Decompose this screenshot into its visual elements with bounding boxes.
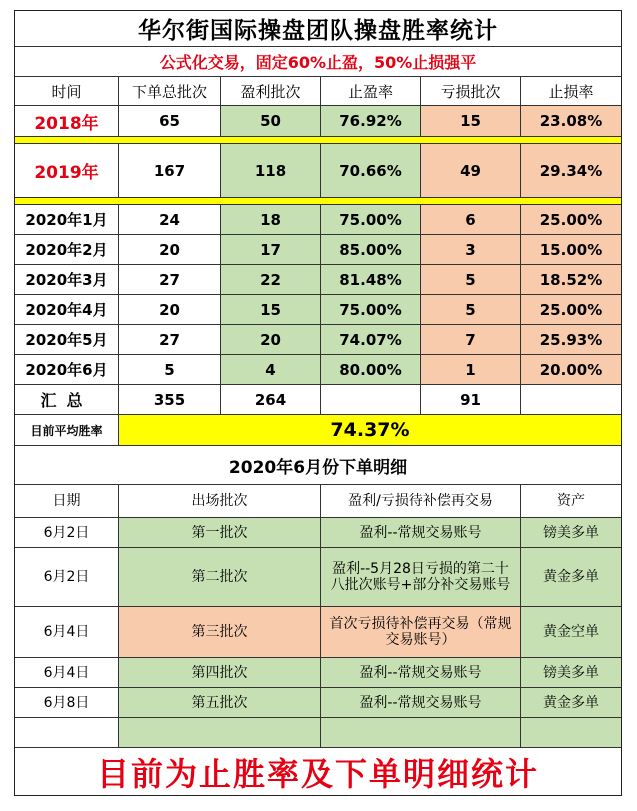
detail-empty-cell [15,718,119,748]
detail-note: 盈利--常规交易账号 [321,658,521,688]
loss-rate-cell: 18.52% [521,265,621,295]
detail-empty-cell [119,718,321,748]
detail-asset: 镑美多单 [521,658,621,688]
detail-row [15,518,621,548]
total-cell: 24 [119,205,221,235]
detail-title-row [15,446,621,485]
average-value: 74.37% [119,415,621,446]
detail-asset: 黄金空单 [521,607,621,658]
detail-note: 盈利--5月28日亏损的第二十八批次账号+部分补交易账号 [321,548,521,607]
yellow-separator [15,137,621,144]
detail-empty-cell [321,718,521,748]
profit-rate-cell: 85.00% [321,235,421,265]
profit-cell: 15 [221,295,321,325]
detail-batch: 第一批次 [119,518,321,548]
month-row [15,295,621,325]
profit-rate-cell: 75.00% [321,295,421,325]
loss-cell: 7 [421,325,521,355]
profit-rate-cell: 80.00% [321,355,421,385]
header-profit: 盈利批次 [221,77,321,106]
loss-cell: 5 [421,295,521,325]
header-profit-rate: 止盈率 [321,77,421,106]
page-subtitle: 公式化交易，固定60%止盈，50%止损强平 [15,47,621,77]
detail-empty-row [15,718,621,748]
detail-header-row [15,485,621,518]
profit-rate-cell: 74.07% [321,325,421,355]
detail-empty-cell [521,718,621,748]
summary-empty-cell [521,385,621,415]
average-label: 目前平均胜率 [15,415,119,446]
loss-rate-cell: 23.08% [521,106,621,137]
loss-rate-cell: 20.00% [521,355,621,385]
period-cell: 2020年5月 [15,325,119,355]
detail-note: 盈利--常规交易账号 [321,518,521,548]
profit-cell: 18 [221,205,321,235]
period-cell: 2020年1月 [15,205,119,235]
loss-rate-cell: 15.00% [521,235,621,265]
detail-note: 盈利--常规交易账号 [321,688,521,718]
summary-loss: 91 [421,385,521,415]
total-cell: 20 [119,235,221,265]
loss-rate-cell: 29.34% [521,144,621,198]
total-cell: 27 [119,265,221,295]
stats-header-row [15,77,621,106]
period-cell: 2020年4月 [15,295,119,325]
profit-cell: 20 [221,325,321,355]
loss-cell: 15 [421,106,521,137]
profit-rate-cell: 76.92% [321,106,421,137]
detail-row [15,688,621,718]
detail-batch: 第二批次 [119,548,321,607]
detail-title: 2020年6月份下单明细 [15,446,621,485]
profit-cell: 17 [221,235,321,265]
profit-cell: 22 [221,265,321,295]
detail-batch: 第四批次 [119,658,321,688]
total-cell: 5 [119,355,221,385]
statistics-sheet [14,10,622,796]
average-row [15,415,621,446]
detail-date: 6月8日 [15,688,119,718]
month-row [15,235,621,265]
detail-header-asset: 资产 [521,485,621,518]
detail-header-date: 日期 [15,485,119,518]
detail-header-note: 盈利/亏损待补偿再交易 [321,485,521,518]
period-cell: 2019年 [15,144,119,198]
period-cell: 2020年2月 [15,235,119,265]
detail-note: 首次亏损待补偿再交易（常规交易账号） [321,607,521,658]
loss-cell: 1 [421,355,521,385]
period-cell: 2018年 [15,106,119,137]
total-cell: 20 [119,295,221,325]
detail-row [15,658,621,688]
summary-label: 汇总 [15,385,119,415]
detail-row [15,548,621,607]
profit-rate-cell: 70.66% [321,144,421,198]
summary-total: 355 [119,385,221,415]
total-cell: 167 [119,144,221,198]
profit-rate-cell: 75.00% [321,205,421,235]
period-cell: 2020年3月 [15,265,119,295]
summary-empty-cell [321,385,421,415]
loss-rate-cell: 25.00% [521,205,621,235]
detail-date: 6月4日 [15,658,119,688]
loss-rate-cell: 25.00% [521,295,621,325]
period-cell: 2020年6月 [15,355,119,385]
detail-batch: 第五批次 [119,688,321,718]
month-row [15,325,621,355]
summary-profit: 264 [221,385,321,415]
detail-row [15,607,621,658]
profit-rate-cell: 81.48% [321,265,421,295]
detail-asset: 黄金多单 [521,688,621,718]
detail-asset: 镑美多单 [521,518,621,548]
loss-cell: 49 [421,144,521,198]
summary-row [15,385,621,415]
detail-date: 6月4日 [15,607,119,658]
month-row [15,205,621,235]
detail-batch: 第三批次 [119,607,321,658]
profit-cell: 4 [221,355,321,385]
detail-asset: 黄金多单 [521,548,621,607]
page-title: 华尔街国际操盘团队操盘胜率统计 [15,11,621,47]
header-loss-rate: 止损率 [521,77,621,106]
loss-rate-cell: 25.93% [521,325,621,355]
month-row [15,265,621,295]
subtitle-row [15,47,621,77]
yellow-separator [15,198,621,205]
detail-date: 6月2日 [15,548,119,607]
month-row [15,355,621,385]
header-period: 时间 [15,77,119,106]
footer-row [15,748,621,795]
profit-cell: 118 [221,144,321,198]
title-row [15,11,621,47]
loss-cell: 6 [421,205,521,235]
total-cell: 27 [119,325,221,355]
loss-cell: 3 [421,235,521,265]
footer-banner: 目前为止胜率及下单明细统计 [96,754,539,793]
detail-header-batch: 出场批次 [119,485,321,518]
header-total: 下单总批次 [119,77,221,106]
header-loss: 亏损批次 [421,77,521,106]
detail-date: 6月2日 [15,518,119,548]
year-row [15,106,621,137]
year-row [15,144,621,198]
total-cell: 65 [119,106,221,137]
profit-cell: 50 [221,106,321,137]
loss-cell: 5 [421,265,521,295]
